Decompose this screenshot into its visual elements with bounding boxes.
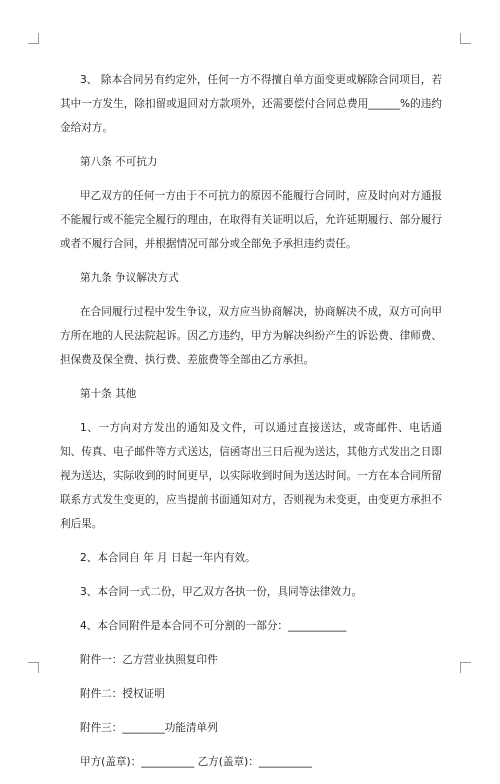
article-10-item-3: 3、本合同一式二份，甲乙双方各执一份，具同等法律效力。 <box>80 586 363 598</box>
article-9-title: 第九条 争议解决方式 <box>80 272 179 284</box>
article-10-item-4: 4、本合同附件是本合同不可分割的一部分：___________ <box>80 620 347 632</box>
crop-mark-top-right <box>460 33 471 44</box>
signature-line: 甲方(盖章)：__________ 乙方(盖章)：__________ <box>80 756 312 768</box>
attachment-2: 附件二：授权证明 <box>80 688 165 700</box>
crop-mark-bottom-right <box>460 662 471 673</box>
crop-mark-top-left <box>28 33 39 44</box>
article-10-title: 第十条 其他 <box>80 388 137 400</box>
article-10-item-1: 1、一方向对方发出的通知及文件，可以通过直接送达，或寄邮件、电话通知、传真、电子邮件等方式送达，信函寄出三日后视为送达，其他方式发出之日即视为送达，实际收到的时间更早，以实际收到时间为送达时间。一方在本合同所留联系方式发生变更的，应当提前书面通知对方，否则视为未变更，由变更方承担不利后果。 <box>60 422 442 530</box>
article-8-body: 甲乙双方的任何一方由于不可抗力的原因不能履行合同时，应及时向对方通报不能履行或不能完全履行的理由，在取得有关证明以后，允许延期履行、部分履行或者不履行合同，并根据情况可部分或全部免予承担违约责任。 <box>60 190 442 250</box>
clause-breach-penalty: 3、 除本合同另有约定外，任何一方不得擅自单方面变更或解除合同项目，若其中一方发生，除扣留或退回对方款项外，还需要偿付合同总费用______%的违约金给对方。 <box>60 74 442 134</box>
crop-mark-bottom-left <box>28 662 39 673</box>
article-8-title: 第八条 不可抗力 <box>80 156 158 168</box>
document-body <box>60 68 442 784</box>
article-9-body: 在合同履行过程中发生争议，双方应当协商解决，协商解决不成，双方可向甲方所在地的人民法院起诉。因乙方违约，甲方为解决纠纷产生的诉讼费、律师费、担保费及保全费、执行费、差旅费等全部由乙方承担。 <box>60 306 442 366</box>
attachment-1: 附件一：乙方营业执照复印件 <box>80 654 218 666</box>
attachment-3: 附件三：________功能清单列 <box>80 722 218 734</box>
article-10-item-2: 2、本合同自 年 月 日起一年内有效。 <box>80 552 256 564</box>
